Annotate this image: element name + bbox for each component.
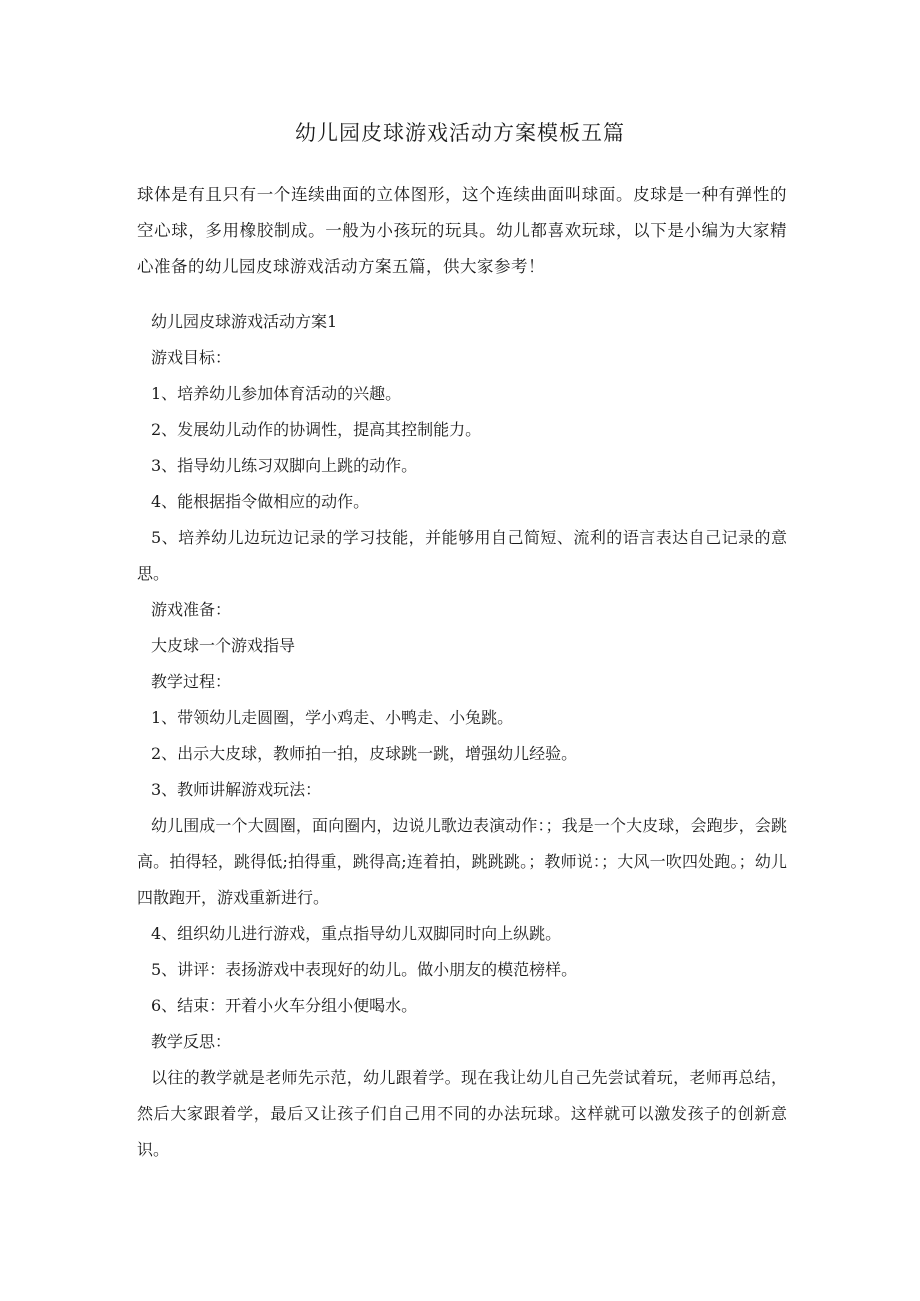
- list-item: 3、指导幼儿练习双脚向上跳的动作。: [151, 456, 418, 475]
- list-item: 1、带领幼儿走圆圈，学小鸡走、小鸭走、小兔跳。: [151, 708, 514, 727]
- list-item: 4、能根据指令做相应的动作。: [151, 492, 370, 511]
- intro-paragraph: 球体是有且只有一个连续曲面的立体图形，这个连续曲面叫球面。皮球是一种有弹性的空心球，多用橡胶制成。一般为小孩玩的玩具。幼儿都喜欢玩球，以下是小编为大家精心准备的幼儿园皮球游戏活动方案五篇，供大家参考！: [137, 184, 787, 276]
- list-item: 4、组织幼儿进行游戏，重点指导幼儿双脚同时向上纵跳。: [151, 924, 562, 943]
- list-item: 5、讲评：表扬游戏中表现好的幼儿。做小朋友的模范榜样。: [151, 960, 578, 979]
- list-item: 5、培养幼儿边玩边记录的学习技能，并能够用自己简短、流利的语言表达自己记录的意思。: [137, 528, 787, 583]
- list-item: 3、教师讲解游戏玩法：: [151, 780, 322, 799]
- paragraph: 教学过程：: [151, 672, 232, 691]
- list-item: 6、结束：开着小火车分组小便喝水。: [151, 996, 418, 1015]
- list-item: 2、出示大皮球，教师拍一拍，皮球跳一跳，增强幼儿经验。: [151, 744, 578, 763]
- paragraph: 游戏准备：: [151, 600, 232, 619]
- paragraph: 大皮球一个游戏指导: [151, 636, 296, 655]
- document-body: [137, 304, 787, 1168]
- section-heading: 幼儿园皮球游戏活动方案1: [151, 312, 338, 331]
- paragraph: 教学反思：: [151, 1032, 232, 1051]
- paragraph: 以往的教学就是老师先示范，幼儿跟着学。现在我让幼儿自己先尝试着玩，老师再总结，然后大家跟着学，最后又让孩子们自己用不同的办法玩球。这样就可以激发孩子的创新意识。: [137, 1068, 787, 1159]
- paragraph: 游戏目标：: [151, 348, 232, 367]
- list-item: 2、发展幼儿动作的协调性，提高其控制能力。: [151, 420, 482, 439]
- document-title: 幼儿园皮球游戏活动方案模板五篇: [295, 121, 625, 145]
- list-item: 1、培养幼儿参加体育活动的兴趣。: [151, 384, 402, 403]
- paragraph: 幼儿围成一个大圆圈，面向圈内，边说儿歌边表演动作：；我是一个大皮球，会跑步，会跳高。拍得轻，跳得低;拍得重，跳得高;连着拍，跳跳跳。；教师说：；大风一吹四处跑。；幼儿四散跑开，游戏重新进行。: [137, 816, 787, 907]
